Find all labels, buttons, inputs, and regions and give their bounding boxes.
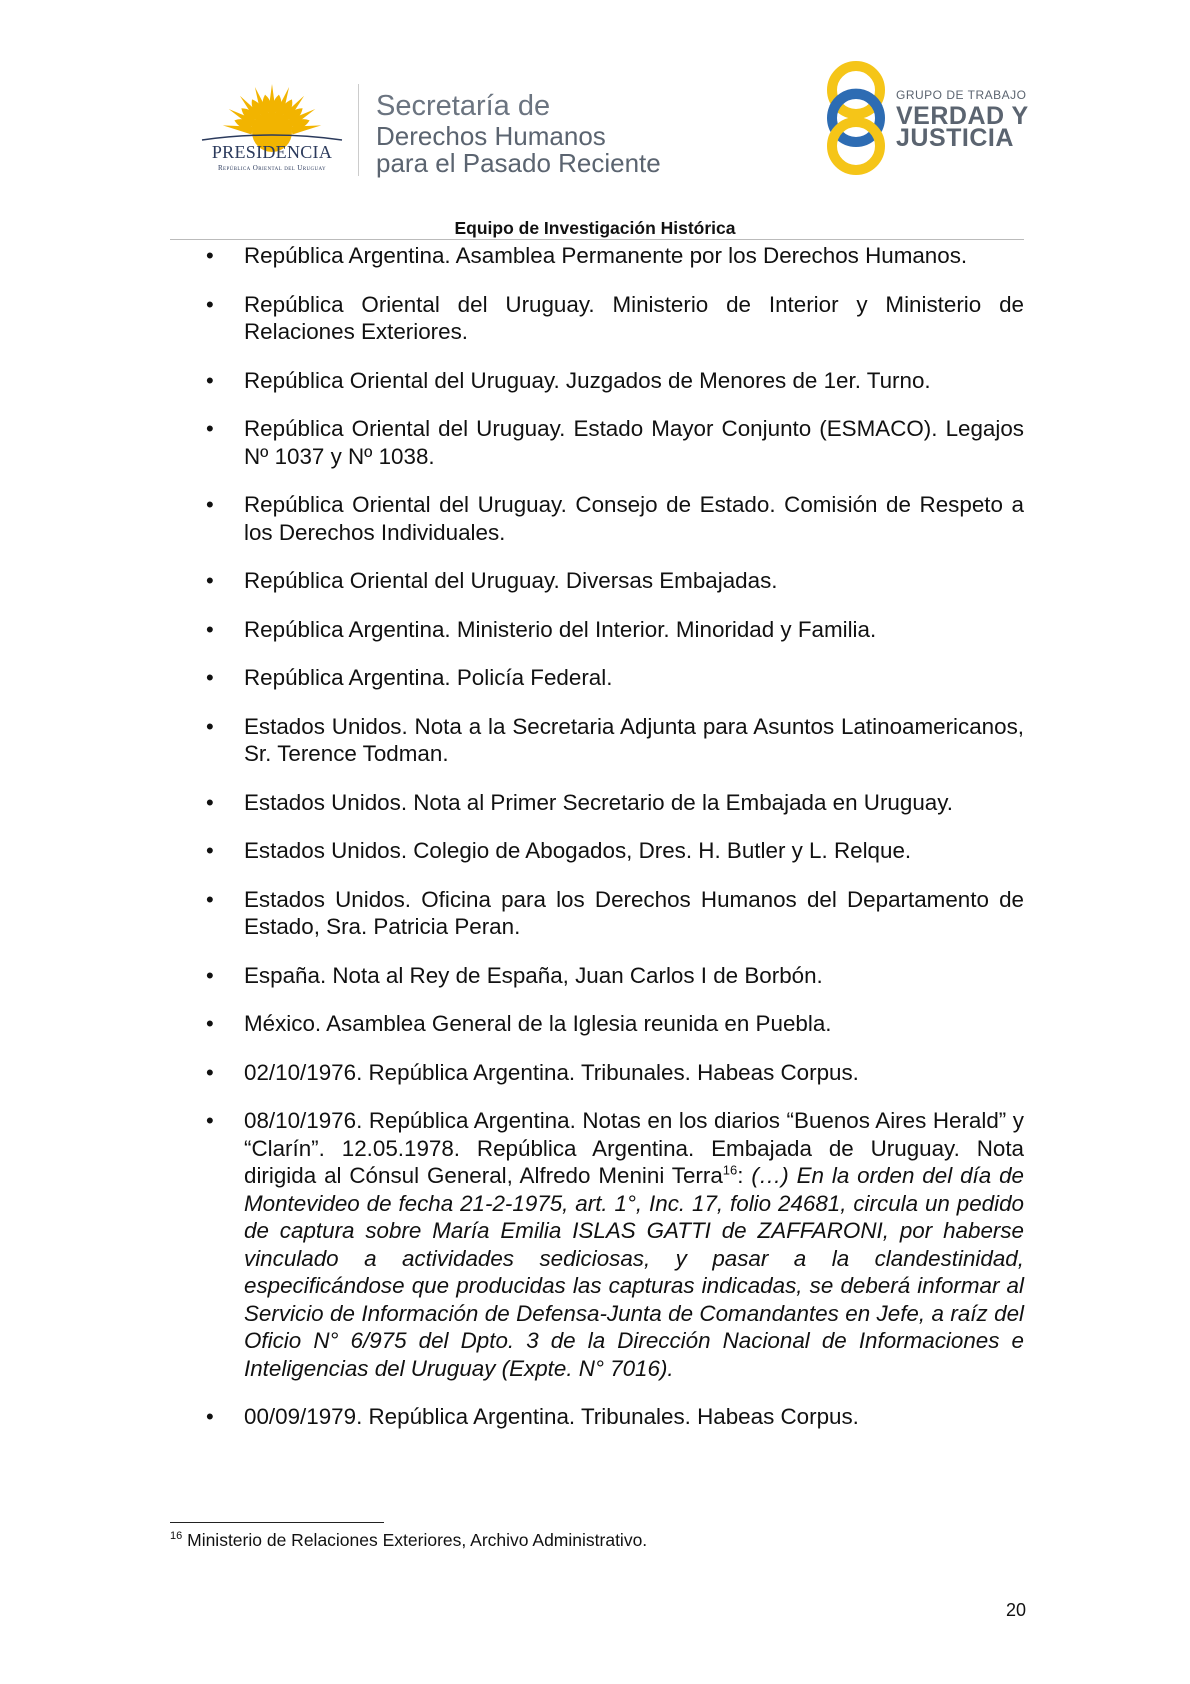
bullet: • [206, 789, 214, 815]
list-item [200, 1010, 1024, 1038]
justicia-label: JUSTICIA [896, 124, 1014, 152]
bullet: • [206, 291, 214, 317]
list-item [200, 837, 1024, 865]
list-item [200, 415, 1024, 470]
verdad-label: VERDAD Y [896, 102, 1029, 130]
list-item [200, 491, 1024, 546]
bullet: • [206, 713, 214, 739]
header-divider [358, 84, 359, 176]
bullet: • [206, 838, 214, 863]
bullet: • [206, 616, 214, 642]
footnote-ref[interactable]: 16 [722, 1162, 738, 1178]
page-header [0, 0, 1190, 250]
list-item-text: República Argentina. Asamblea Permanente por los Derechos Humanos. [244, 243, 968, 268]
grupo-trabajo-label: GRUPO DE TRABAJO [896, 88, 1027, 102]
list-item-long [200, 1107, 1024, 1382]
header-rule [170, 239, 1024, 240]
list-item-text: República Argentina. Policía Federal. [244, 665, 613, 690]
presidencia-label: PRESIDENCIA [211, 142, 333, 162]
bullet: • [206, 665, 214, 690]
secretaria-line-1: Secretaría de [376, 90, 551, 122]
footnote-number: 16 [170, 1530, 183, 1543]
verdad-justicia-rings-logo-icon [820, 56, 892, 180]
bullet: • [206, 367, 214, 393]
list-item-text: República Oriental del Uruguay. Ministerio de Interior y Ministerio de Relaciones Exteriores. [244, 291, 1024, 344]
list-item-text: México. Asamblea General de la Iglesia reunida en Puebla. [244, 1011, 832, 1036]
bullet: • [206, 416, 214, 441]
long-item-text: 08/10/1976. República Argentina. Notas en los diarios “Buenos Aires Herald” y “Clarín”. 12.05.1978. República Argentina. Embajada de Uruguay. Nota dirigida al Cónsul General, Alfredo Menini Terra [244, 1108, 1024, 1188]
team-title: Equipo de Investigación Histórica [454, 218, 736, 238]
list-item [200, 242, 1024, 270]
list-item [200, 1403, 1024, 1431]
source-list [200, 242, 1024, 1452]
bullet: • [206, 886, 214, 912]
page-number: 20 [1006, 1600, 1027, 1620]
list-item-text: República Oriental del Uruguay. Estado Mayor Conjunto (ESMACO). Legajos Nº 1037 y Nº 1038. [244, 416, 1024, 469]
list-item-text: España. Nota al Rey de España, Juan Carlos I de Borbón. [244, 962, 823, 988]
presidencia-subtitle: República Oriental del Uruguay [217, 164, 327, 172]
list-item-text: República Oriental del Uruguay. Diversas Embajadas. [244, 568, 778, 593]
long-item-colon: : [737, 1163, 752, 1188]
list-item-text: República Oriental del Uruguay. Juzgados de Menores de 1er. Turno. [244, 367, 931, 393]
secretaria-line-3: para el Pasado Reciente [376, 148, 661, 178]
list-item-text: República Oriental del Uruguay. Consejo de Estado. Comisión de Respeto a los Derechos Individuales. [244, 492, 1024, 545]
bullet: • [206, 1404, 214, 1429]
footnote [170, 1530, 647, 1551]
list-item [200, 789, 1024, 817]
bullet: • [206, 1011, 214, 1036]
bullet: • [206, 962, 214, 988]
bullet: • [206, 568, 214, 593]
list-item [200, 616, 1024, 644]
list-item-text: 02/10/1976. República Argentina. Tribunales. Habeas Corpus. [244, 1059, 859, 1085]
secretaria-line-2: Derechos Humanos [376, 121, 606, 151]
list-item-text: Estados Unidos. Colegio de Abogados, Dres. H. Butler y L. Relque. [244, 838, 912, 863]
list-item [200, 567, 1024, 595]
list-item [200, 664, 1024, 692]
bullet: • [206, 1108, 214, 1133]
list-item-text: Estados Unidos. Oficina para los Derechos Humanos del Departamento de Estado, Sra. Patricia Peran. [244, 886, 1024, 939]
list-item-text: Estados Unidos. Nota al Primer Secretario de la Embajada en Uruguay. [244, 789, 953, 815]
footnote-rule [170, 1522, 384, 1523]
list-item [200, 713, 1024, 768]
list-item [200, 367, 1024, 395]
bullet: • [206, 243, 214, 268]
list-item [200, 1059, 1024, 1087]
list-item-text: Estados Unidos. Nota a la Secretaria Adjunta para Asuntos Latinoamericanos, Sr. Terence Todman. [244, 713, 1024, 766]
list-item [200, 962, 1024, 990]
footnote-text: Ministerio de Relaciones Exteriores, Archivo Administrativo. [182, 1530, 648, 1550]
presidencia-sun-logo-icon [196, 78, 348, 178]
list-item [200, 886, 1024, 941]
list-item-text: 00/09/1979. República Argentina. Tribunales. Habeas Corpus. [244, 1404, 859, 1429]
long-item-quote: (…) En la orden del día de Montevideo de fecha 21-2-1975, art. 1°, Inc. 17, folio 24681, circula un pedido de captura sobre María Emilia ISLAS GATTI de ZAFFARONI, por haberse vinculado a actividades sediciosas, y pasar a la clandestinidad, especificándose que producidas las capturas indicadas, se deberá informar al Servicio de Información de Defensa-Junta de Comandantes en Jefe, a raíz del Oficio N° 6/975 del Dpto. 3 de la Dirección Nacional de Informaciones e Inteligencias del Uruguay (Expte. N° 7016). [244, 1163, 1024, 1381]
list-item-text: República Argentina. Ministerio del Interior. Minoridad y Familia. [244, 616, 877, 642]
bullet: • [206, 1059, 214, 1085]
bullet: • [206, 492, 214, 517]
list-item [200, 291, 1024, 346]
